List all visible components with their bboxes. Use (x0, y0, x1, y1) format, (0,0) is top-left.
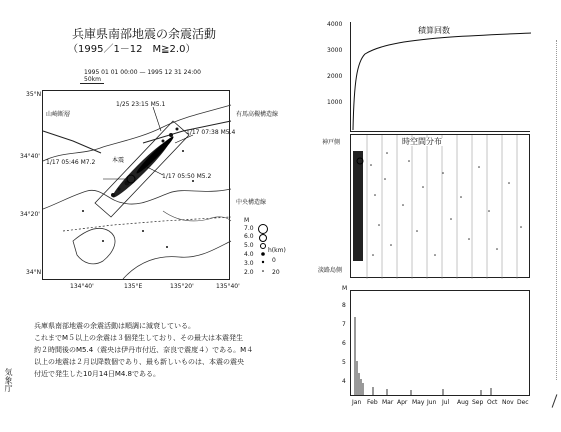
note-line: 以上の地震は２月以降数個であり、最も新しいものは、本震の震央 (34, 358, 244, 366)
month-label: Aug (457, 399, 469, 406)
epicenter-map (42, 90, 230, 280)
month-label: Dec (517, 399, 529, 406)
mag-y-tick: 6 (342, 340, 346, 347)
label-event-m51: 1/25 23:15 M5.1 (116, 101, 166, 108)
month-label: Apr (397, 399, 408, 406)
legend-m-value: 4.0 (244, 251, 254, 258)
cumulative-y-tick: 1000 (327, 99, 343, 106)
magnitude-bars (351, 291, 531, 397)
month-label: Feb (367, 399, 378, 406)
map-lat-tick: 34°20' (20, 211, 40, 218)
map-lat-tick: 34°40' (20, 153, 40, 160)
label-event-m54: 1/17 07:38 M5.4 (186, 129, 236, 136)
legend-m-value: 7.0 (244, 225, 254, 232)
mag-y-tick: 7 (342, 321, 346, 328)
legend-m-value: 3.0 (244, 260, 254, 267)
legend-h-value: 20 (272, 269, 280, 276)
cumulative-y-tick: 4000 (327, 21, 343, 28)
explanatory-note (34, 320, 253, 380)
map-lat-tick: 34°N (26, 269, 42, 276)
map-lon-tick: 135°20' (170, 283, 194, 290)
cumulative-curve (351, 22, 531, 132)
magnitude-time-plot (350, 290, 530, 396)
kobe-side-label: 神戸側 (322, 139, 341, 146)
cumulative-title: 積算回数 (418, 26, 450, 35)
note-line: 兵庫県南部地震の余震活動は順調に減衰している。 (34, 322, 195, 330)
space-time-title: 時空間分布 (402, 137, 442, 146)
agency-name: 気象庁 (4, 368, 13, 392)
map-lon-tick: 135°40' (216, 283, 240, 290)
mag-y-tick: 5 (342, 359, 346, 366)
map-scale-label: 50km (84, 76, 101, 83)
note-line: これまでM５以上の余震は３個発生しており、その最大は本震発生 (34, 334, 244, 342)
label-arima-takatsuki-line: 有馬高槻構造線 (236, 111, 279, 118)
map-lon-tick: 134°40' (70, 283, 94, 290)
page-title: 兵庫県南部地震の余震活動 (72, 27, 217, 41)
label-event-m72: 1/17 05:46 M7.2 (46, 159, 96, 166)
legend-m-value: 6.0 (244, 233, 254, 240)
legend-h-value: 0 (272, 257, 276, 264)
month-label: Jun (427, 399, 437, 406)
map-lon-tick: 135°E (124, 283, 143, 290)
mag-y-tick: 8 (342, 302, 346, 309)
legend-m-header: M (244, 217, 250, 224)
aftershock-cluster (82, 128, 194, 249)
mag-axis-label: M (342, 285, 348, 292)
month-label: Jan (352, 399, 362, 406)
month-label: May (412, 399, 425, 406)
space-time-dots (370, 152, 522, 256)
month-label: Nov (502, 399, 514, 406)
legend-m-value: 5.0 (244, 242, 254, 249)
scan-edge-mark (552, 394, 558, 407)
space-time-drawing (351, 135, 531, 279)
label-event-m52: 1/17 05:50 M5.2 (162, 173, 212, 180)
note-line: 約２時間後のM5.4（震央は伊丹市付近、奈良で震度４）である。M４ (34, 346, 254, 354)
month-label: Mar (382, 399, 394, 406)
month-label: Sep (472, 399, 484, 406)
note-line: 付近で発生した10月14日M4.8である。 (34, 370, 160, 378)
map-scale-bar (80, 83, 104, 84)
month-label: Jul (442, 399, 450, 406)
label-median-tectonic-line: 中央構造線 (236, 199, 267, 206)
month-label: Oct (487, 399, 498, 406)
legend-m-value: 2.0 (244, 269, 254, 276)
map-date-range: 1995 01 01 00:00 — 1995 12 31 24:00 (84, 69, 201, 76)
label-mainshock: 本震 (112, 157, 125, 164)
map-lat-tick: 35°N (26, 91, 42, 98)
scan-edge-line (556, 40, 558, 380)
page-subtitle: （1995／1－12 M≧2.0） (68, 44, 196, 55)
cumulative-count-plot (350, 22, 530, 132)
label-yamasaki-fault: 山崎断層 (46, 111, 71, 118)
legend-h-header: h(km) (268, 247, 286, 254)
awaji-side-label: 淡路島側 (318, 267, 343, 274)
cumulative-y-tick: 3000 (327, 47, 343, 54)
mag-y-tick: 4 (342, 378, 346, 385)
space-time-plot (350, 134, 530, 278)
map-drawing (43, 91, 231, 281)
cumulative-y-tick: 2000 (327, 73, 343, 80)
